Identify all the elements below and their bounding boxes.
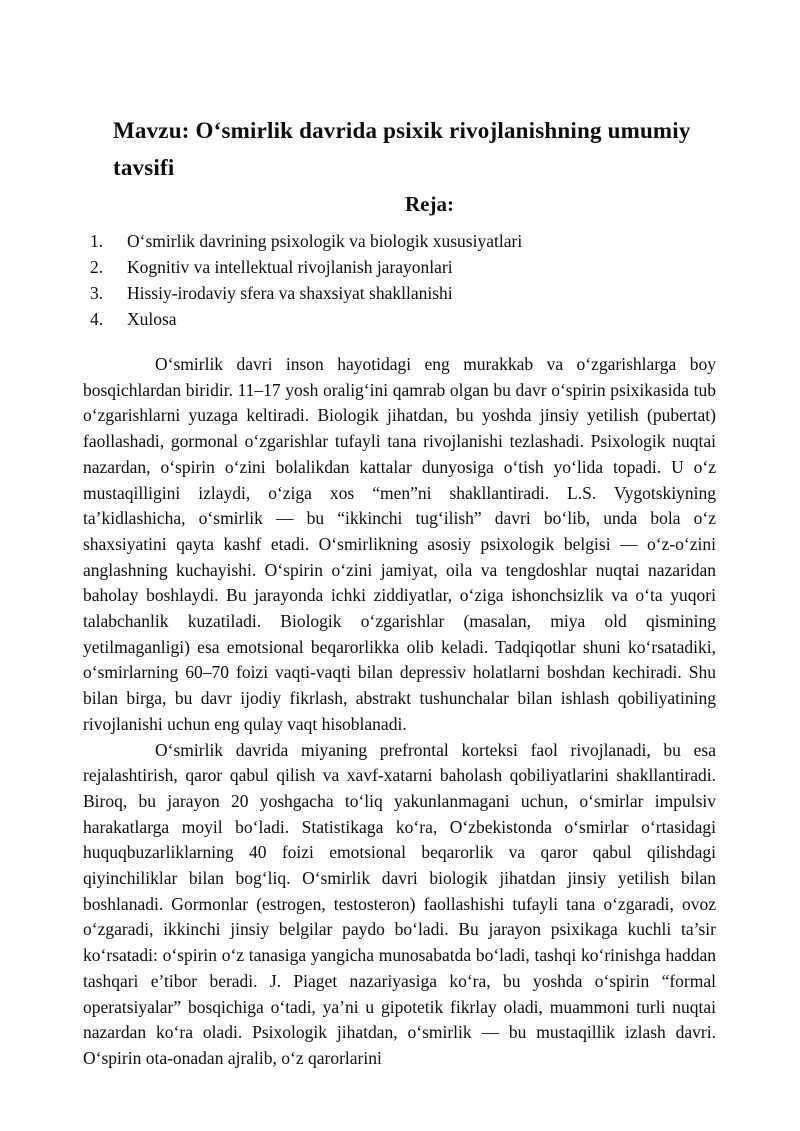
body-paragraph-1: O‘smirlik davri inson hayotidagi eng murakkab va o‘zgarishlarga boy bosqichlardan biridir. 11–17 yosh oralig‘ini qamrab olgan bu davr o‘spirin psixikasida tub o‘zgarishlarni yuzaga keltiradi. Biologik jihatdan, bu yoshda jinsiy yetilish (pubertat) faollashadi, gormonal o‘zgarishlar tufayli tana rivojlanishi tezlashadi. Psixologik nuqtai nazardan, o‘spirin o‘zini bolalikdan kattalar dunyosiga o‘tish yo‘lida topadi. U o‘z mustaqilligini izlaydi, o‘ziga xos “men”ni shakllantiradi. L.S. Vygotskiyning ta’kidlashicha, o‘smirlik — bu “ikkinchi tug‘ilish” davri bo‘lib, unda bola o‘z shaxsiyatini qayta kashf etadi. O‘smirlikning asosiy psixologik belgisi — o‘z-o‘zini anglashning kuchayishi. O‘spirin o‘zini jamiyat, oila va tengdoshlar nuqtai nazaridan baholay boshlaydi. Bu jarayonda ichki ziddiyatlar, o‘ziga ishonchsizlik va o‘ta yuqori talabchanlik kuzatiladi. Biologik o‘zgarishlar (masalan, miya old qismining yetilmaganligi) esa emotsional beqarorlikka olib keladi. Tadqiqotlar shuni ko‘rsatadiki, o‘smirlarning 60–70 foizi vaqti-vaqti bilan depressiv holatlarni boshdan kechiradi. Shu bilan birga, bu davr ijodiy fikrlash, abstrakt tushunchalar bilan ishlash qobiliyatining rivojlanishi uchun eng qulay vaqt hisoblanadi. <box>83 354 716 734</box>
plan-item-label: Hissiy-irodaviy sfera va shaxsiyat shakllanishi <box>127 283 453 303</box>
plan-item-number: 1. <box>90 231 104 251</box>
plan-heading: Reja: <box>405 192 454 216</box>
plan-item-label: O‘smirlik davrining psixologik va biologik xususiyatlari <box>127 231 523 251</box>
plan-item <box>83 280 716 306</box>
plan-item-number: 4. <box>90 309 104 329</box>
plan-item <box>83 228 716 254</box>
document-body <box>83 352 716 1072</box>
document-title: Mavzu: O‘smirlik davrida psixik rivojlanishning umumiy tavsifi <box>113 118 691 180</box>
plan-item <box>83 306 716 332</box>
plan-item-number: 2. <box>90 257 104 277</box>
plan-item-label: Xulosa <box>127 309 177 329</box>
plan-item-label: Kognitiv va intellektual rivojlanish jarayonlari <box>127 257 453 277</box>
plan-item <box>83 254 716 280</box>
plan-item-number: 3. <box>90 283 104 303</box>
body-paragraph-2: O‘smirlik davrida miyaning prefrontal korteksi faol rivojlanadi, bu esa rejalashtirish, qaror qabul qilish va xavf-xatarni baholash qobiliyatlarini shakllantiradi. Biroq, bu jarayon 20 yoshgacha to‘liq yakunlanmagani uchun, o‘smirlar impulsiv harakatlarga moyil bo‘ladi. Statistikaga ko‘ra, O‘zbekistonda o‘smirlar o‘rtasidagi huquqbuzarliklarning 40 foizi emotsional beqarorlik va qaror qabul qilishdagi qiyinchiliklar bilan bog‘liq. O‘smirlik davri biologik jihatdan jinsiy yetilish bilan boshlanadi. Gormonlar (estrogen, testosteron) faollashishi tufayli tana o‘zgaradi, ovoz o‘zgaradi, ikkinchi jinsiy belgilar paydo bo‘ladi. Bu jarayon psixikaga kuchli ta’sir ko‘rsatadi: o‘spirin o‘z tanasiga yangicha munosabatda bo‘ladi, tashqi ko‘rinishga haddan tashqari e’tibor beradi. J. Piaget nazariyasiga ko‘ra, bu yoshda o‘spirin “formal operatsiyalar” bosqichiga o‘tadi, ya’ni u gipotetik fikrlay oladi, muammoni turli nuqtai nazardan ko‘ra oladi. Psixologik jihatdan, o‘smirlik — bu mustaqillik izlash davri. O‘spirin ota-onadan ajralib, o‘z qarorlarini <box>83 739 716 1068</box>
plan-list <box>83 228 716 332</box>
